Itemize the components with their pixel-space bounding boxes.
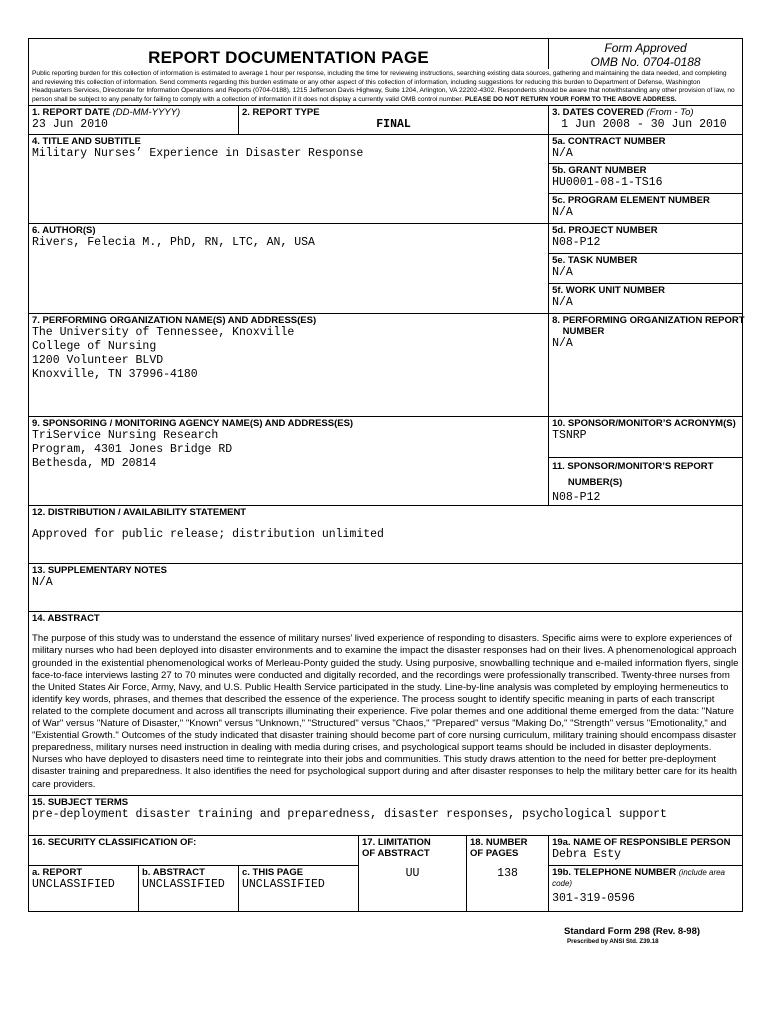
task-number: N/A: [552, 266, 573, 280]
page-title: REPORT DOCUMENTATION PAGE: [148, 48, 429, 67]
limitation-cell: 17. LIMITATION OF ABSTRACT UU: [359, 835, 467, 911]
author-cell: 6. AUTHOR(S) Rivers, Felecia M., PhD, RN, LTC, AN, USA: [29, 224, 549, 314]
performing-org-address: The University of Tennessee, Knoxville College of Nursing 1200 Volunteer BLVD Knoxville, TN 37996-4180: [32, 326, 295, 382]
report-classification: UNCLASSIFIED: [32, 877, 115, 891]
form-footer: [539, 926, 739, 945]
report-date-cell: 1. REPORT DATE (DD-MM-YYYY) 23 Jun 2010: [29, 106, 239, 135]
page-classification-cell: c. THIS PAGE UNCLASSIFIED: [239, 865, 359, 911]
report-documentation-form: [28, 38, 745, 912]
report-title: Military Nurses’ Experience in Disaster Response: [32, 147, 364, 161]
sponsor-cell: 9. SPONSORING / MONITORING AGENCY NAME(S) AND ADDRESS(ES) TriService Nursing Research Program, 4301 Jones Bridge RD Bethesda, MD 20814: [29, 417, 549, 506]
abstract-classification-cell: b. ABSTRACT UNCLASSIFIED: [139, 865, 239, 911]
telephone-cell: 19b. TELEPHONE NUMBER (include area code) 301-319-0596: [549, 865, 743, 911]
subject-terms: pre-deployment disaster training and preparedness, disaster responses, psychological support: [32, 807, 667, 821]
report-type-cell: 2. REPORT TYPE FINAL: [239, 106, 549, 135]
report-date: 23 Jun 2010: [32, 118, 108, 132]
title-subtitle-cell: 4. TITLE AND SUBTITLE Military Nurses’ Experience in Disaster Response: [29, 135, 549, 224]
project-number: N08-P12: [552, 236, 601, 250]
contract-cell: 5a. CONTRACT NUMBER N/A: [549, 135, 743, 164]
project-cell: 5d. PROJECT NUMBER N08-P12: [549, 224, 743, 254]
report-type: FINAL: [376, 118, 411, 132]
burden-cell: [29, 69, 743, 106]
monitor-report-cell: 11. SPONSOR/MONITOR’S REPORT NUMBER(S) N08-P12: [549, 458, 743, 506]
work-unit-number: N/A: [552, 296, 573, 310]
dates-covered-cell: 3. DATES COVERED (From - To) 1 Jun 2008 - 30 Jun 2010: [549, 106, 743, 135]
burden-statement: Public reporting burden for this collection of information is estimated to average 1 hour per response, including the time for reviewing instructions, searching existing data sources, gathering and maintaining the data needed, and completing and reviewing this collection of information. Send comments regarding this burden estimate or any other aspect of this collection of information, including suggestions for reducing this burden to Department of Defense, Washington Headquarters Services, Directorate for Information Operations and Reports (0704-0188), 1215 Jefferson Davis Highway, Suite 1204, Arlington, VA 22202-4302. Respondents should be aware that notwithstanding any other provision of law, no person shall be subject to any penalty for failing to comply with a collection of information if it does not display a currently valid OMB control number. PLEASE DO NOT RETURN YOUR FORM TO THE ABOVE ADDRESS.: [32, 70, 735, 103]
responsible-person-cell: 19a. NAME OF RESPONSIBLE PERSON Debra Esty: [549, 835, 743, 865]
form-approved-label: Form Approved: [604, 41, 687, 55]
abstract-classification: UNCLASSIFIED: [142, 877, 225, 891]
responsible-person: Debra Esty: [552, 847, 622, 861]
work-unit-cell: 5f. WORK UNIT NUMBER N/A: [549, 284, 743, 314]
task-cell: 5e. TASK NUMBER N/A: [549, 254, 743, 284]
program-element-cell: 5c. PROGRAM ELEMENT NUMBER N/A: [549, 194, 743, 224]
performing-report-number: N/A: [552, 337, 573, 351]
performing-org-cell: 7. PERFORMING ORGANIZATION NAME(S) AND ADDRESS(ES) The University of Tennessee, Knoxville College of Nursing 1200 Volunteer BLVD Knoxville, TN 37996-4180: [29, 314, 549, 417]
sponsor-acronym: TSNRP: [552, 429, 587, 443]
abstract-text: The purpose of this study was to understand the essence of military nurses’ lived experience of responding to disasters. Specific aims were to explore experiences of military nurses who had been deployed into disaster environments and to examine the impact the disaster responses had on their lives. A phenomenological approach grounded in the existential phenomenological works of Merleau-Ponty guided the study. Using purposive, snowballing technique and e-mailed information flyers, single face-to-face interviews lasting 27 to 70 minutes were conducted and digitally recorded, and the recordings were professionally transcribed. Twenty-three nurses from the United States Air Force, Army, Navy, and U.S. Public Health Service participated in the study. Line-by-line analysis was completed by employing hermeneutics to identify key words, phrases, and themes that described the essence of the experience. The process sought to identify specific meaning in parts of each transcript related to the complete document and across all transcripts illuminating their experience. Five polar themes and one additional theme emerged from the data: "Nature of War" versus "Nature of Disaster," "Known" versus "Unknown," "Structured" versus "Chaos," "Prepared" versus "Making Do," "Strength" versus "Emotionality," and "Existential Growth." Outcomes of the study indicated that disaster training should become part of core nursing curriculum, military training should encompass disaster preparedness, military nurses need instruction in dealing with media during crises, and psychological support teams should be included in disaster deployments. Nurses who have deployed to disasters need time to reintegrate into their jobs and communities. This study draws attention to the need for better pre-deployment disaster training and preparedness. It also identifies the need for psychological support during and after disaster responses to help the military better care for its health care providers.: [32, 633, 739, 790]
prescribed-label: Prescribed by ANSI Std. Z39.18: [567, 938, 659, 945]
number-of-pages-cell: 18. NUMBER OF PAGES 138: [467, 835, 549, 911]
subject-terms-cell: 15. SUBJECT TERMS pre-deployment disaster training and preparedness, disaster responses, psychological support: [29, 795, 743, 835]
abstract-cell: 14. ABSTRACT The purpose of this study was to understand the essence of military nurses’ lived experience of responding to disasters. Specific aims were to explore experiences of military nurses who had been deployed into disaster environments and to examine the impact the disaster responses had on their lives. A phenomenological approach grounded in the existential phenomenological works of Merleau-Ponty guided the study. Using purposive, snowballing technique and e-mailed information flyers, single face-to-face interviews lasting 27 to 70 minutes were conducted and digitally recorded, and the recordings were professionally transcribed. Twenty-three nurses from the United States Air Force, Army, Navy, and U.S. Public Health Service participated in the study. Line-by-line analysis was completed by employing hermeneutics to identify key words, phrases, and themes that described the essence of the experience. The process sought to identify specific meaning in parts of each transcript related to the complete document and across all transcripts illuminating their experience. Five polar themes and one additional theme emerged from the data: "Nature of War" versus "Nature of Disaster," "Known" versus "Unknown," "Structured" versus "Chaos," "Prepared" versus "Making Do," "Strength" versus "Emotionality," and "Existential Growth." Outcomes of the study indicated that disaster training should become part of core nursing curriculum, military training should encompass disaster preparedness, military nurses need instruction in dealing with media during crises, and psychological support teams should be included in disaster deployments. Nurses who have deployed to disasters need time to reintegrate into their jobs and communities. This study draws attention to the need for better pre-deployment disaster training and preparedness. It also identifies the need for psychological support during and after disaster responses to help the military better care for its health care providers.: [29, 612, 743, 795]
omb-number: OMB No. 0704-0188: [590, 55, 701, 69]
grant-cell: 5b. GRANT NUMBER HU0001-08-1-TS16: [549, 164, 743, 194]
dates-covered: 1 Jun 2008 - 30 Jun 2010: [561, 118, 727, 132]
supplementary-cell: 13. SUPPLEMENTARY NOTES N/A: [29, 564, 743, 612]
performing-report-cell: 8. PERFORMING ORGANIZATION REPORT NUMBER N/A: [549, 314, 743, 417]
supplementary-notes: N/A: [32, 576, 53, 590]
title-cell: [29, 39, 549, 70]
grant-number: HU0001-08-1-TS16: [552, 176, 663, 190]
distribution-statement: Approved for public release; distribution unlimited: [32, 528, 384, 542]
number-of-pages: 138: [497, 866, 518, 880]
limitation-of-abstract: UU: [405, 866, 420, 880]
sponsor-address: TriService Nursing Research Program, 4301 Jones Bridge RD Bethesda, MD 20814: [32, 429, 233, 471]
form-table: [28, 38, 743, 912]
telephone-number: 301-319-0596: [552, 891, 635, 905]
distribution-cell: 12. DISTRIBUTION / AVAILABILITY STATEMENT Approved for public release; distribution unlimited: [29, 506, 743, 564]
report-classification-cell: a. REPORT UNCLASSIFIED: [29, 865, 139, 911]
author: Rivers, Felecia M., PhD, RN, LTC, AN, USA: [32, 236, 315, 250]
security-classification-cell: 16. SECURITY CLASSIFICATION OF:: [29, 835, 359, 865]
standard-form-label: Standard Form 298 (Rev. 8-98): [564, 926, 701, 937]
monitor-report-number: N08-P12: [552, 491, 601, 505]
page-classification: UNCLASSIFIED: [242, 877, 325, 891]
program-element-number: N/A: [552, 206, 573, 220]
contract-number: N/A: [552, 147, 573, 161]
acronym-cell: 10. SPONSOR/MONITOR’S ACRONYM(S) TSNRP: [549, 417, 743, 458]
omb-cell: [549, 39, 743, 70]
